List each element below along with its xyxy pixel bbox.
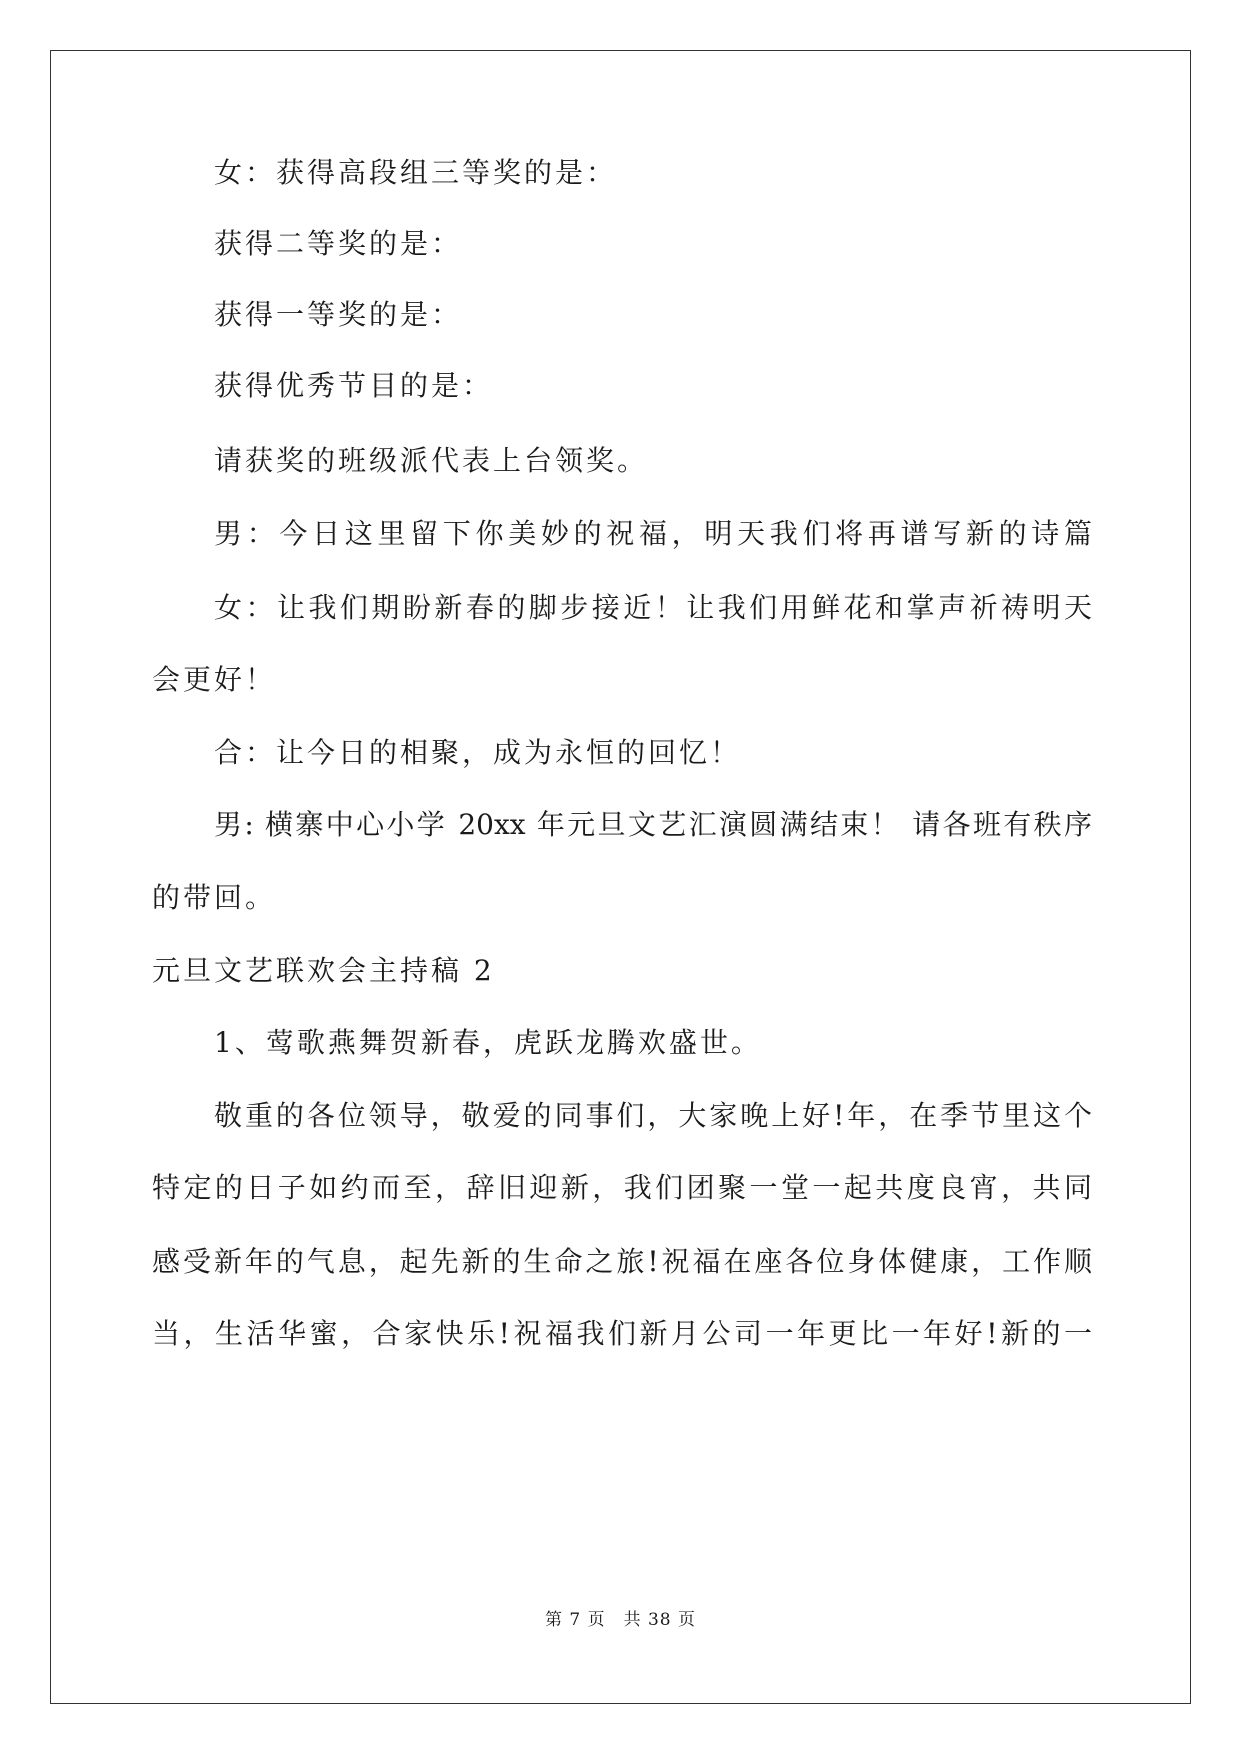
text-line: 获得优秀节目的是： (214, 369, 494, 402)
text-line: 感受新年的气息，起先新的生命之旅!祝福在座各位身体健康，工作顺 (152, 1245, 1092, 1278)
text-line: 敬重的各位领导，敬爱的同事们，大家晚上好!年，在季节里这个 (214, 1099, 1092, 1132)
text-line: 获得二等奖的是： (214, 227, 463, 260)
text-line: 女：让我们期盼新春的脚步接近！让我们用鲜花和掌声祈祷明天 (214, 591, 1092, 624)
text-line: 的带回。 (152, 881, 277, 914)
text-line: 1、莺歌燕舞贺新春，虎跃龙腾欢盛世。 (214, 1026, 762, 1059)
text-line: 请获奖的班级派代表上台领奖。 (214, 444, 649, 477)
text-line: 男: 横寨中心小学 20xx 年元旦文艺汇演圆满结束！ 请各班有秩序 (214, 808, 1092, 841)
text-line: 合：让今日的相聚，成为永恒的回忆！ (214, 736, 742, 769)
text-line: 会更好！ (152, 663, 277, 696)
text-line: 当，生活华蜜，合家快乐!祝福我们新月公司一年更比一年好!新的一 (152, 1317, 1092, 1350)
section-heading: 元旦文艺联欢会主持稿 2 (152, 954, 495, 987)
text-line: 获得一等奖的是： (214, 298, 463, 331)
text-line: 女：获得高段组三等奖的是： (214, 156, 618, 189)
text-line: 男：今日这里留下你美妙的祝福，明天我们将再谱写新的诗篇 (214, 517, 1092, 550)
text-line: 特定的日子如约而至，辞旧迎新，我们团聚一堂一起共度良宵，共同 (152, 1171, 1092, 1204)
page-number: 第 7 页 共 38 页 (544, 1610, 697, 1630)
